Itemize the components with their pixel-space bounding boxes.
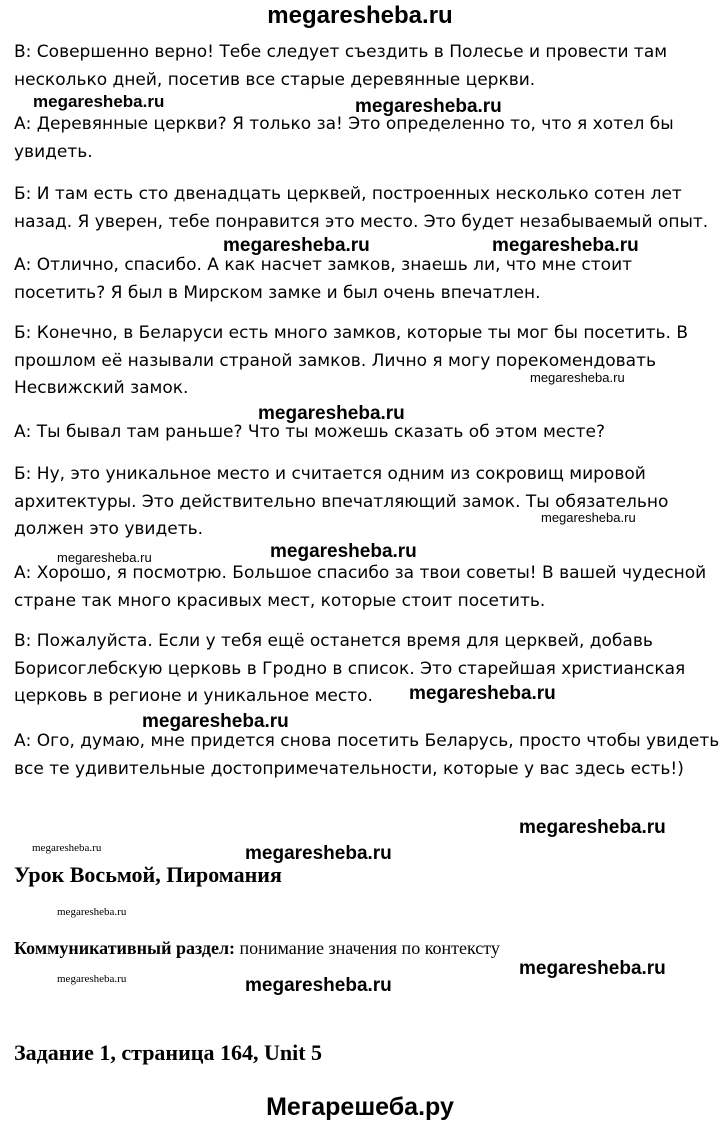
text-line: Несвижский замок.	[14, 378, 189, 398]
dialogue-paragraph	[14, 461, 714, 544]
watermark: megaresheba.ru	[355, 96, 502, 117]
text-line: Борисоглебскую церковь в Гродно в список. Это старейшая христианская	[14, 658, 686, 679]
task-title: Задание 1, страница 164, Unit 5	[14, 1040, 323, 1065]
watermark: megaresheba.ru	[492, 235, 639, 256]
text-line: А: Отлично, спасибо. А как насчет замков, знаешь ли, что мне стоит	[14, 255, 633, 275]
text-line: назад. Я уверен, тебе понравится это место. Это будет незабываемый опыт.	[14, 211, 709, 232]
watermark: megaresheba.ru	[245, 843, 392, 864]
site-title-bottom: Мегарешеба.ру	[266, 1093, 454, 1121]
text-line: В: Пожалуйста. Если у тебя ещё останется время для церквей, добавь	[14, 631, 653, 651]
watermark: megaresheba.ru	[142, 711, 289, 732]
watermark: megaresheba.ru	[519, 817, 666, 838]
watermark: megaresheba.ru	[57, 550, 152, 565]
dialogue-paragraph	[14, 181, 714, 236]
text-line: все те удивительные достопримечательности, которые у вас здесь есть!)	[14, 758, 684, 779]
text-line: А: Хорошо, я посмотрю. Большое спасибо за твои советы! В вашей чудесной	[14, 563, 707, 583]
dialogue-paragraph	[14, 728, 720, 783]
text-line: А: Ты бывал там раньше? Что ты можешь сказать об этом месте?	[14, 422, 605, 442]
section-label: Коммуникативный раздел:	[14, 938, 236, 958]
watermark: megaresheba.ru	[57, 973, 127, 985]
text-line: церковь в регионе и уникальное место.	[14, 686, 373, 706]
text-line: А: Деревянные церкви? Я только за! Это определенно то, что я хотел бы	[14, 114, 674, 134]
dialogue-paragraph	[14, 252, 714, 307]
dialogue-paragraph	[14, 560, 714, 615]
text-line: Б: Ну, это уникальное место и считается одним из сокровищ мировой	[14, 464, 646, 484]
text-line: архитектуры. Это действительно впечатляющий замок. Ты обязательно	[14, 491, 669, 512]
text-line: прошлом её называли страной замков. Лично я могу порекомендовать	[14, 350, 657, 371]
text-line: несколько дней, посетив все старые деревянные церкви.	[14, 69, 536, 90]
watermark: megaresheba.ru	[519, 958, 666, 979]
watermark: megaresheba.ru	[245, 975, 392, 996]
watermark: megaresheba.ru	[223, 235, 370, 256]
text-line: Б: И там есть сто двенадцать церквей, построенных несколько сотен лет	[14, 184, 682, 204]
lesson-title: Урок Восьмой, Пиромания	[14, 862, 282, 887]
text-line: Б: Конечно, в Беларуси есть много замков, которые ты мог бы посетить. В	[14, 323, 688, 343]
watermark: megaresheba.ru	[541, 510, 636, 525]
watermark: megaresheba.ru	[32, 842, 102, 854]
text-line: В: Совершенно верно! Тебе следует съездить в Полесье и провести там	[14, 42, 668, 62]
dialogue-paragraph	[14, 111, 714, 166]
section-text: понимание значения по контексту	[235, 938, 500, 958]
text-line: увидеть.	[14, 141, 93, 162]
site-title-top: megaresheba.ru	[267, 2, 453, 29]
dialogue-paragraph	[14, 628, 714, 711]
watermark: megaresheba.ru	[258, 403, 405, 424]
watermark: megaresheba.ru	[530, 370, 625, 385]
dialogue-paragraph	[14, 320, 714, 403]
watermark: megaresheba.ru	[33, 92, 165, 111]
text-line: должен это увидеть.	[14, 519, 204, 539]
watermark: megaresheba.ru	[409, 683, 556, 704]
text-line: посетить? Я был в Мирском замке и был очень впечатлен.	[14, 282, 541, 303]
watermark: megaresheba.ru	[270, 541, 417, 562]
text-line: стране так много красивых мест, которые стоит посетить.	[14, 590, 546, 611]
text-line: А: Ого, думаю, мне придется снова посетить Беларусь, просто чтобы увидеть	[14, 731, 720, 751]
watermark: megaresheba.ru	[57, 906, 127, 918]
section-line	[14, 938, 500, 959]
dialogue-paragraph	[14, 39, 714, 94]
